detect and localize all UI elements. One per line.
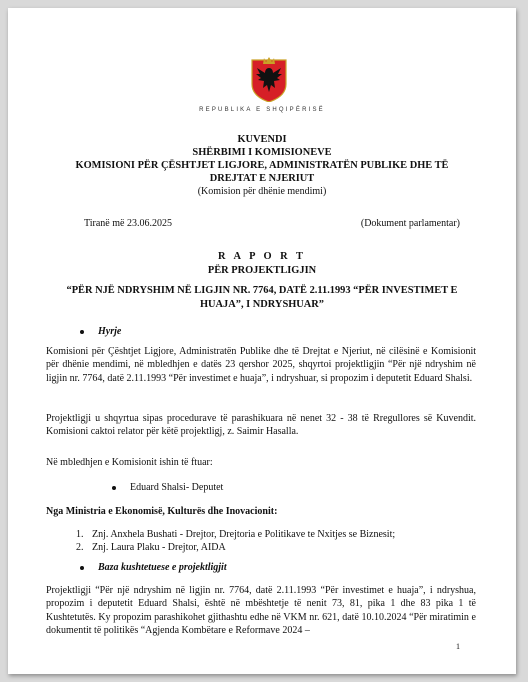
institution-name: KUVENDI bbox=[237, 134, 287, 145]
place-date: Tiranë më 23.06.2025 bbox=[84, 218, 172, 229]
legal-basis-heading: Baza kushtetuese e projektligjit bbox=[80, 562, 227, 573]
intro-paragraph: Komisioni për Çështjet Ligjore, Administratën Publike dhe të Drejtat e Njeriut, në cilësinë e Komisionit për dhënie mendimi, në mbledhjen e datës 23 qershor 2025, shqyrtoi projektligjin “Për një ndryshim në ligjin nr. 7764, datë 2.11.1993 “Për investimet e huaja”, i ndryshuar, si propozim i deputetit Eduard Shalsi. bbox=[46, 346, 476, 384]
attendee-item: Eduard Shalsi- Deputet bbox=[112, 482, 223, 493]
attendance-intro: Në mbledhjen e Komisionit ishin të ftuar: bbox=[46, 457, 213, 468]
legal-basis-paragraph: Projektligji “Për një ndryshim në ligjin nr. 7764, datë 2.11.1993 “Për investimet e huaja”, i ndryshua, propozim i deputetit Eduard Shalsi, është në mbështetje të nenit 73, 81, pika 1 dhe 83 pika 1 të Kushtetutës. Ky propozim parashikohet gjithashtu edhe në VKM nr. 621, datë 10.10.2024 “Për miratimin e dokumentit të politikës “Agjenda Kombëtare e Reformave 2024 – bbox=[46, 585, 476, 637]
bullet-icon bbox=[80, 330, 84, 334]
albania-coat-of-arms-icon bbox=[250, 56, 288, 102]
committee-name-line1: KOMISIONI PËR ÇËSHTJET LIGJORE, ADMINISTRATËN PUBLIKE DHE TË bbox=[75, 160, 449, 171]
document-type: (Dokument parlamentar) bbox=[360, 218, 460, 229]
procedure-paragraph: Projektligji u shqyrtua sipas procedurave të parashikuara në nenet 32 - 38 të Rregullores së Kuvendit. Komisioni caktoi relator për këtë projektligj, z. Saimir Hasalla. bbox=[46, 413, 476, 438]
ministry-people-list bbox=[76, 528, 476, 554]
page-number: 1 bbox=[456, 642, 460, 651]
service-name: SHËRBIMI I KOMISIONEVE bbox=[192, 147, 332, 158]
meta-row bbox=[84, 218, 460, 229]
ministry-heading: Nga Ministria e Ekonomisë, Kulturës dhe Inovacionit: bbox=[46, 506, 278, 517]
bill-title-line2: HUAJA”, I NDRYSHUAR” bbox=[199, 299, 325, 310]
bullet-icon bbox=[112, 486, 116, 490]
republic-label: REPUBLIKA E SHQIPËRISË bbox=[199, 107, 325, 113]
list-item: 1. Znj. Anxhela Bushati - Drejtor, Drejtoria e Politikave te Nxitjes se Biznesit; bbox=[76, 529, 396, 540]
intro-heading: Hyrje bbox=[80, 326, 121, 337]
document-page bbox=[8, 8, 516, 674]
committee-name-line2: DREJTAT E NJERIUT bbox=[209, 173, 315, 184]
list-item: 2. Znj. Laura Plaku - Drejtor, AIDA bbox=[76, 542, 226, 553]
report-title: R A P O R T bbox=[218, 251, 306, 262]
bullet-icon bbox=[80, 566, 84, 570]
bill-title-line1: “PËR NJË NDRYSHIM NË LIGJIN NR. 7764, DATË 2.11.1993 “PËR INVESTIMET E bbox=[66, 285, 458, 296]
report-subtitle: PËR PROJEKTLIGJIN bbox=[207, 265, 317, 276]
committee-role: (Komision për dhënie mendimi) bbox=[197, 186, 327, 197]
